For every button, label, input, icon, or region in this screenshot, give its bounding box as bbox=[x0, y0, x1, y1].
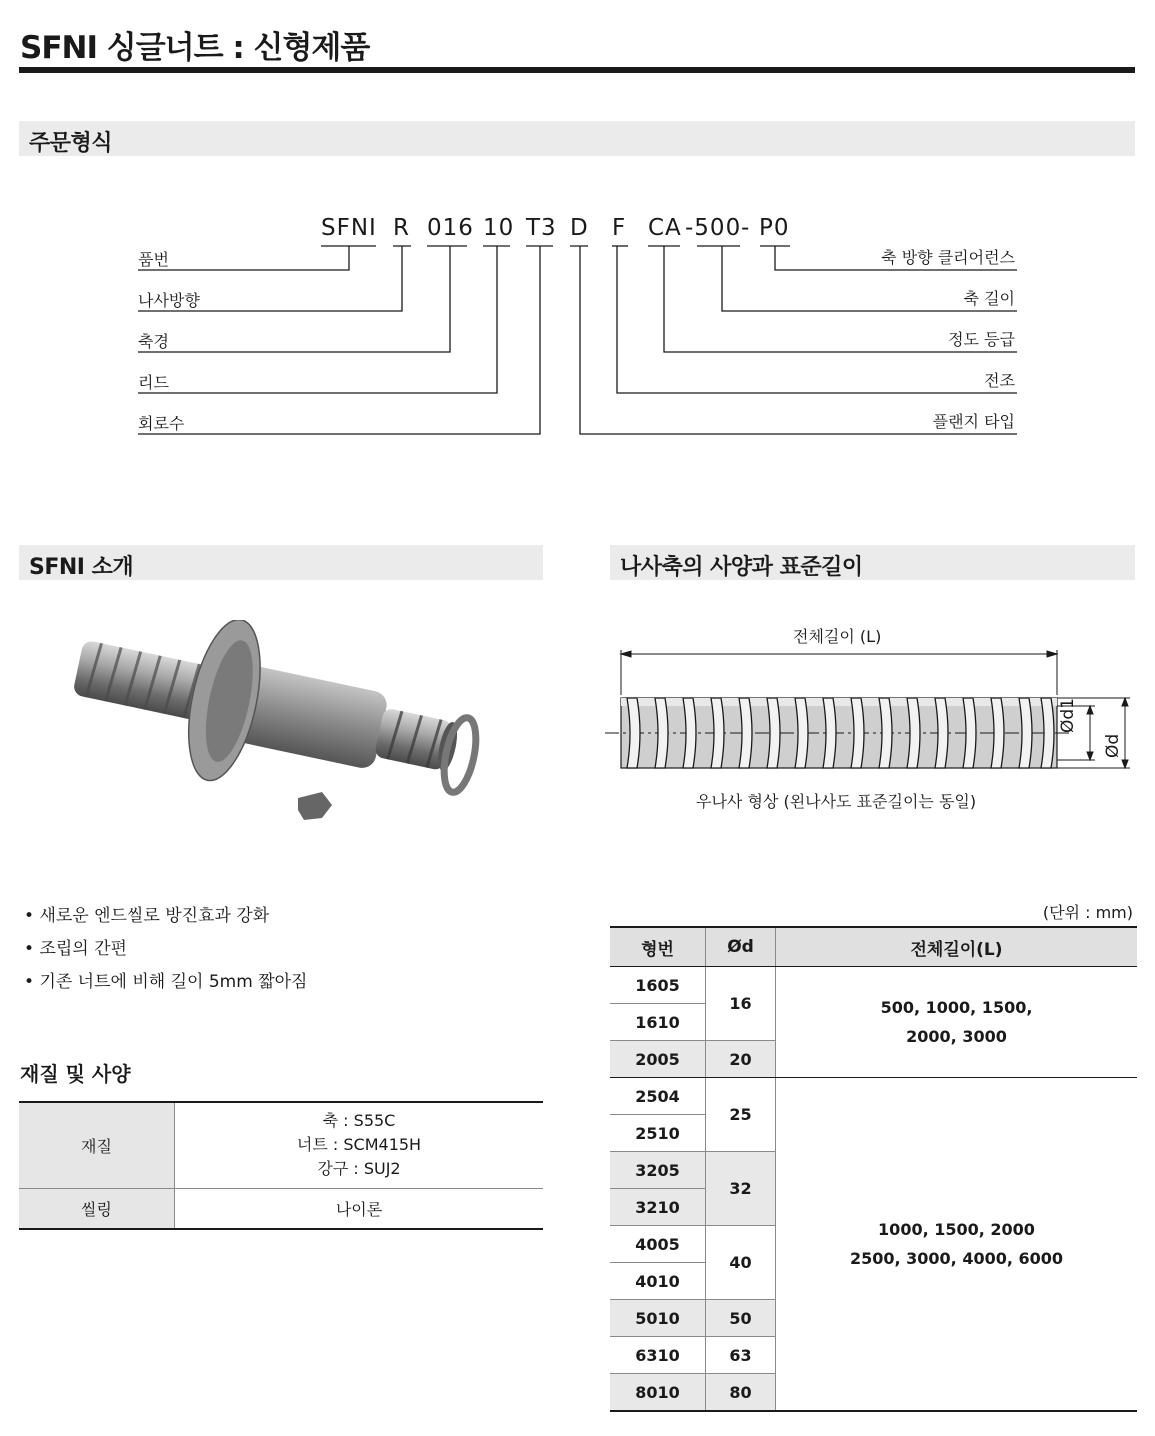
order-label-shaft-length: 축 길이 bbox=[963, 289, 1015, 308]
sealing-label: 씰링 bbox=[19, 1188, 175, 1229]
unit-label: (단위 : mm) bbox=[1042, 903, 1133, 922]
model-cell: 2510 bbox=[610, 1115, 706, 1152]
length-line: 2500, 3000, 4000, 6000 bbox=[849, 1249, 1064, 1268]
code-part: CA bbox=[648, 215, 682, 241]
material-nut: 너트 : SCM415H bbox=[296, 1135, 422, 1155]
order-label-part-number: 품번 bbox=[138, 250, 169, 269]
standard-length-table bbox=[610, 926, 1137, 1412]
d-dimension-label: Ød bbox=[1103, 733, 1123, 758]
model-cell: 4005 bbox=[610, 1226, 706, 1263]
diameter-cell: 50 bbox=[706, 1300, 776, 1337]
intro-bullet: • 조립의 간편 bbox=[24, 939, 127, 959]
order-label-shaft-diameter: 축경 bbox=[138, 332, 169, 351]
section-heading: SFNI 소개 bbox=[29, 555, 134, 580]
order-label-flange-type: 플랜지 타입 bbox=[932, 412, 1015, 431]
col-header-model: 형번 bbox=[610, 927, 706, 967]
model-cell: 3210 bbox=[610, 1189, 706, 1226]
diameter-cell: 80 bbox=[706, 1374, 776, 1412]
section-heading: 주문형식 bbox=[29, 131, 113, 156]
page-title: SFNI 싱글너트 : 신형제품 bbox=[20, 30, 370, 66]
code-part: 016 bbox=[427, 215, 474, 241]
thread-caption: 우나사 형상 (왼나사도 표준길이는 동일) bbox=[696, 792, 977, 811]
material-values bbox=[175, 1102, 544, 1188]
order-format-diagram bbox=[0, 0, 1155, 450]
d1-dimension-label: Ød1 bbox=[1058, 698, 1078, 733]
model-cell: 2504 bbox=[610, 1078, 706, 1115]
material-label: 재질 bbox=[19, 1102, 175, 1188]
diameter-cell: 20 bbox=[706, 1041, 776, 1078]
length-line: 2000, 3000 bbox=[906, 1027, 1007, 1046]
diameter-cell: 16 bbox=[706, 967, 776, 1041]
code-part: -500 bbox=[685, 215, 742, 241]
total-length-label: 전체길이 (L) bbox=[793, 627, 882, 646]
code-part: - bbox=[741, 215, 751, 241]
materials-table bbox=[19, 1101, 543, 1230]
section-shaft-spec bbox=[610, 545, 1135, 580]
section-sfni-intro bbox=[19, 545, 543, 580]
diameter-cell: 32 bbox=[706, 1152, 776, 1226]
model-cell: 2005 bbox=[610, 1041, 706, 1078]
order-label-axial-clearance: 축 방향 클리어런스 bbox=[881, 248, 1015, 267]
length-line: 500, 1000, 1500, bbox=[880, 998, 1033, 1017]
code-part: SFNI bbox=[321, 215, 377, 241]
materials-heading: 재질 및 사양 bbox=[20, 1062, 131, 1086]
diameter-cell: 25 bbox=[706, 1078, 776, 1152]
model-cell: 4010 bbox=[610, 1263, 706, 1300]
code-part: D bbox=[570, 215, 589, 241]
length-cell bbox=[776, 967, 1138, 1078]
diameter-cell: 40 bbox=[706, 1226, 776, 1300]
length-line: 1000, 1500, 2000 bbox=[878, 1220, 1035, 1239]
model-cell: 1610 bbox=[610, 1004, 706, 1041]
intro-bullet: • 새로운 엔드씰로 방진효과 강화 bbox=[24, 906, 270, 926]
code-part: P0 bbox=[759, 215, 790, 241]
col-header-length: 전체길이(L) bbox=[776, 927, 1138, 967]
code-part: 10 bbox=[483, 215, 515, 241]
model-cell: 6310 bbox=[610, 1337, 706, 1374]
order-label-accuracy-grade: 정도 등급 bbox=[948, 330, 1015, 349]
intro-bullet: • 기존 너트에 비해 길이 5mm 짧아짐 bbox=[24, 972, 308, 992]
order-label-circuits: 회로수 bbox=[138, 414, 185, 433]
order-label-thread-direction: 나사방향 bbox=[138, 291, 200, 310]
model-cell: 5010 bbox=[610, 1300, 706, 1337]
section-heading: 나사축의 사양과 표준길이 bbox=[620, 555, 863, 580]
col-header-diameter: Ød bbox=[706, 927, 776, 967]
order-label-rolled: 전조 bbox=[984, 371, 1015, 390]
ball-screw-nut-illustration bbox=[60, 620, 490, 830]
code-part: F bbox=[612, 215, 627, 241]
model-cell: 1605 bbox=[610, 967, 706, 1004]
code-part: T3 bbox=[526, 215, 557, 241]
material-ball: 강구 : SUJ2 bbox=[317, 1159, 401, 1179]
diameter-cell: 63 bbox=[706, 1337, 776, 1374]
sealing-value: 나이론 bbox=[335, 1199, 383, 1219]
length-cell bbox=[776, 1078, 1138, 1412]
order-label-lead: 리드 bbox=[138, 373, 169, 392]
material-shaft: 축 : S55C bbox=[322, 1111, 396, 1131]
model-cell: 8010 bbox=[610, 1374, 706, 1412]
code-part: R bbox=[393, 215, 410, 241]
model-cell: 3205 bbox=[610, 1152, 706, 1189]
